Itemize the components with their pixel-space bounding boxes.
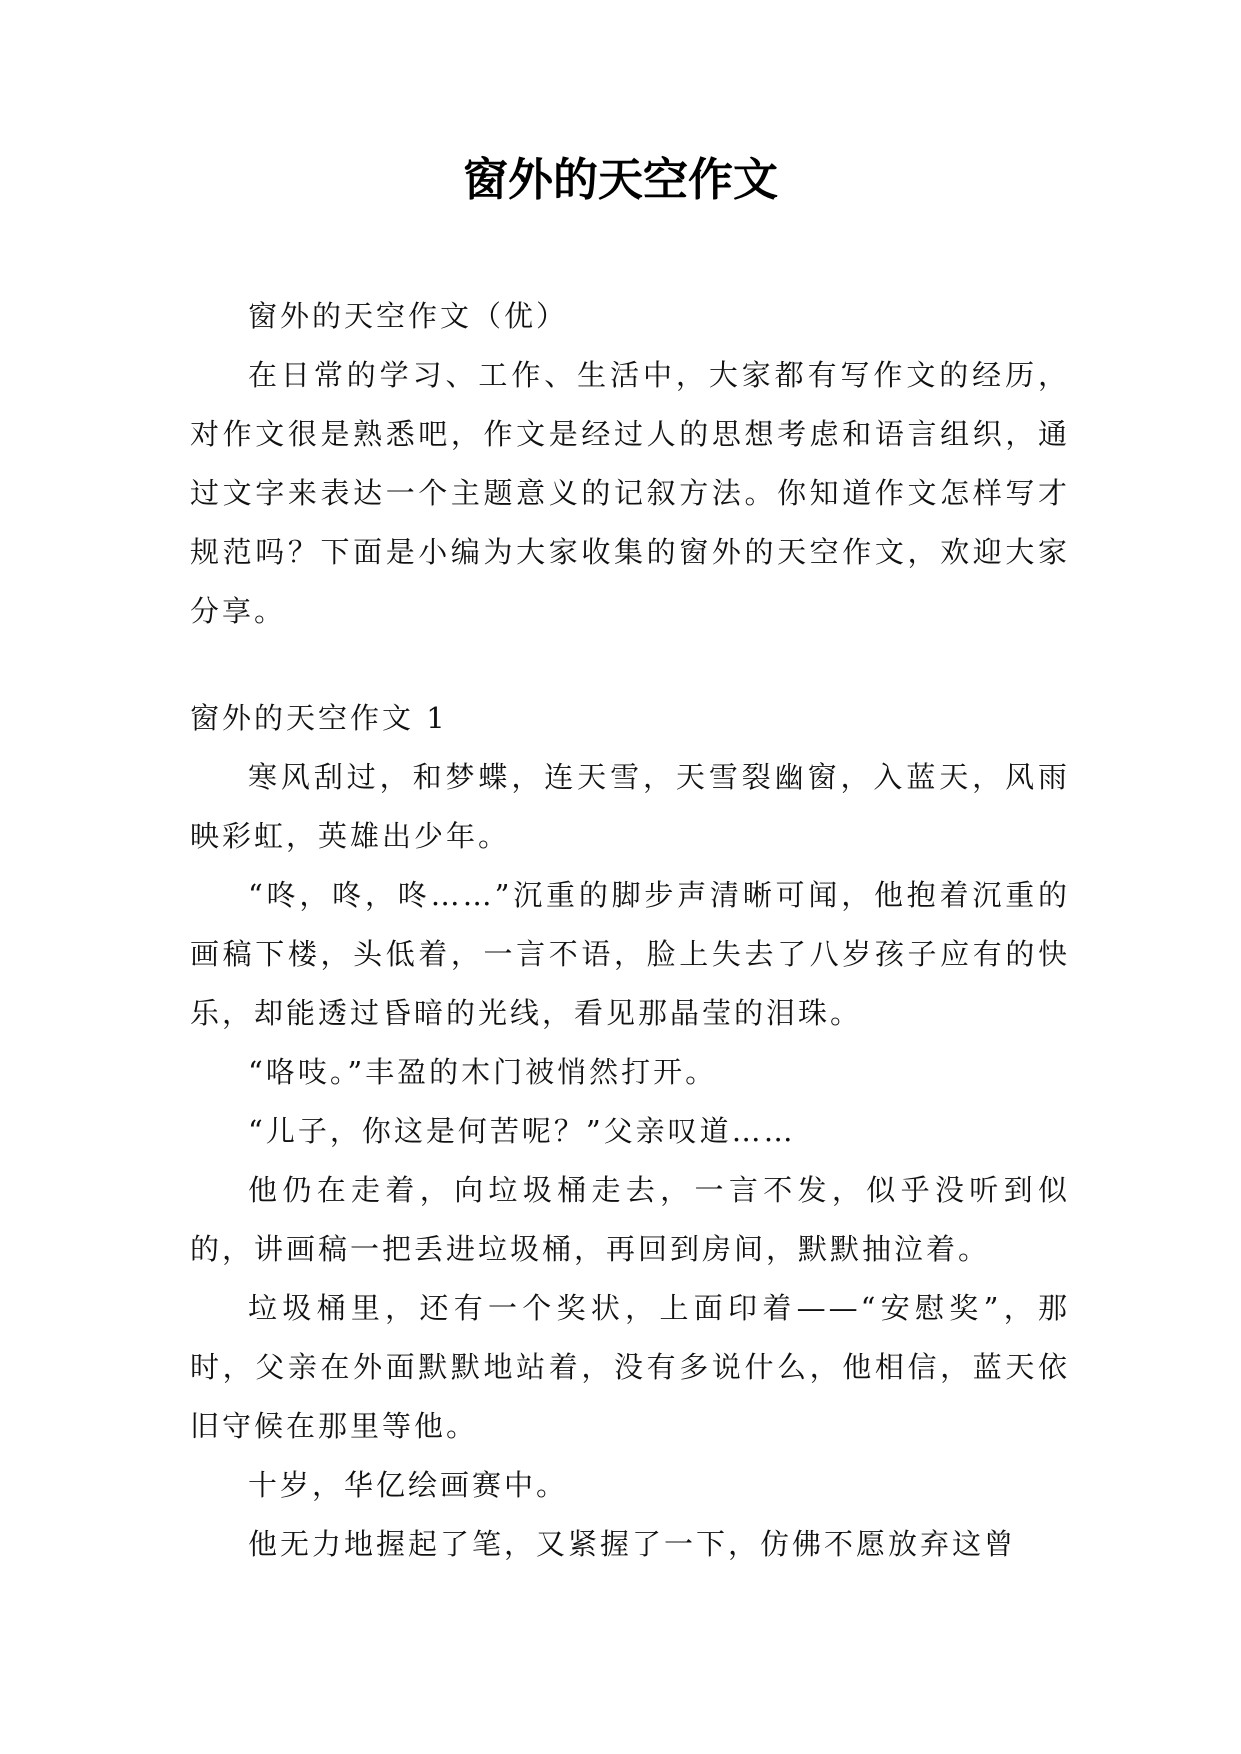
body-paragraph: 寒风刮过，和梦蝶，连天雪，天雪裂幽窗，入蓝天，风雨映彩虹，英雄出少年。: [190, 760, 1070, 853]
body-paragraph: “咚，咚，咚……”沉重的脚步声清晰可闻，他抱着沉重的画稿下楼，头低着，一言不语，脸上失去了八岁孩子应有的快乐，却能透过昏暗的光线，看见那晶莹的泪珠。: [190, 878, 1070, 1030]
body-paragraph: “咯吱。”丰盈的木门被悄然打开。: [248, 1055, 718, 1089]
body-paragraph: 十岁，华亿绘画赛中。: [248, 1468, 569, 1502]
section-heading: 窗外的天空作文 1: [190, 701, 448, 735]
body-paragraph: 他无力地握起了笔，又紧握了一下，仿佛不愿放弃这曾: [248, 1527, 1017, 1561]
body-paragraph: 垃圾桶里，还有一个奖状，上面印着——“安慰奖”，那时，父亲在外面默默地站着，没有多说什么，他相信，蓝天依旧守候在那里等他。: [190, 1291, 1070, 1443]
body-paragraph: “儿子，你这是何苦呢？”父亲叹道……: [248, 1114, 796, 1148]
document-body: [190, 287, 1070, 1574]
body-paragraph: 他仍在走着，向垃圾桶走去，一言不发，似乎没听到似的，讲画稿一把丢进垃圾桶，再回到房间，默默抽泣着。: [190, 1173, 1070, 1266]
subtitle-paragraph: 窗外的天空作文（优）: [248, 299, 569, 333]
paragraph-gap: [190, 641, 1070, 689]
document-title: 窗外的天空作文: [462, 153, 778, 206]
intro-paragraph: 在日常的学习、工作、生活中，大家都有写作文的经历，对作文很是熟悉吧，作文是经过人的思想考虑和语言组织，通过文字来表达一个主题意义的记叙方法。你知道作文怎样写才规范吗？下面是小编为大家收集的窗外的天空作文，欢迎大家分享。: [190, 358, 1070, 628]
